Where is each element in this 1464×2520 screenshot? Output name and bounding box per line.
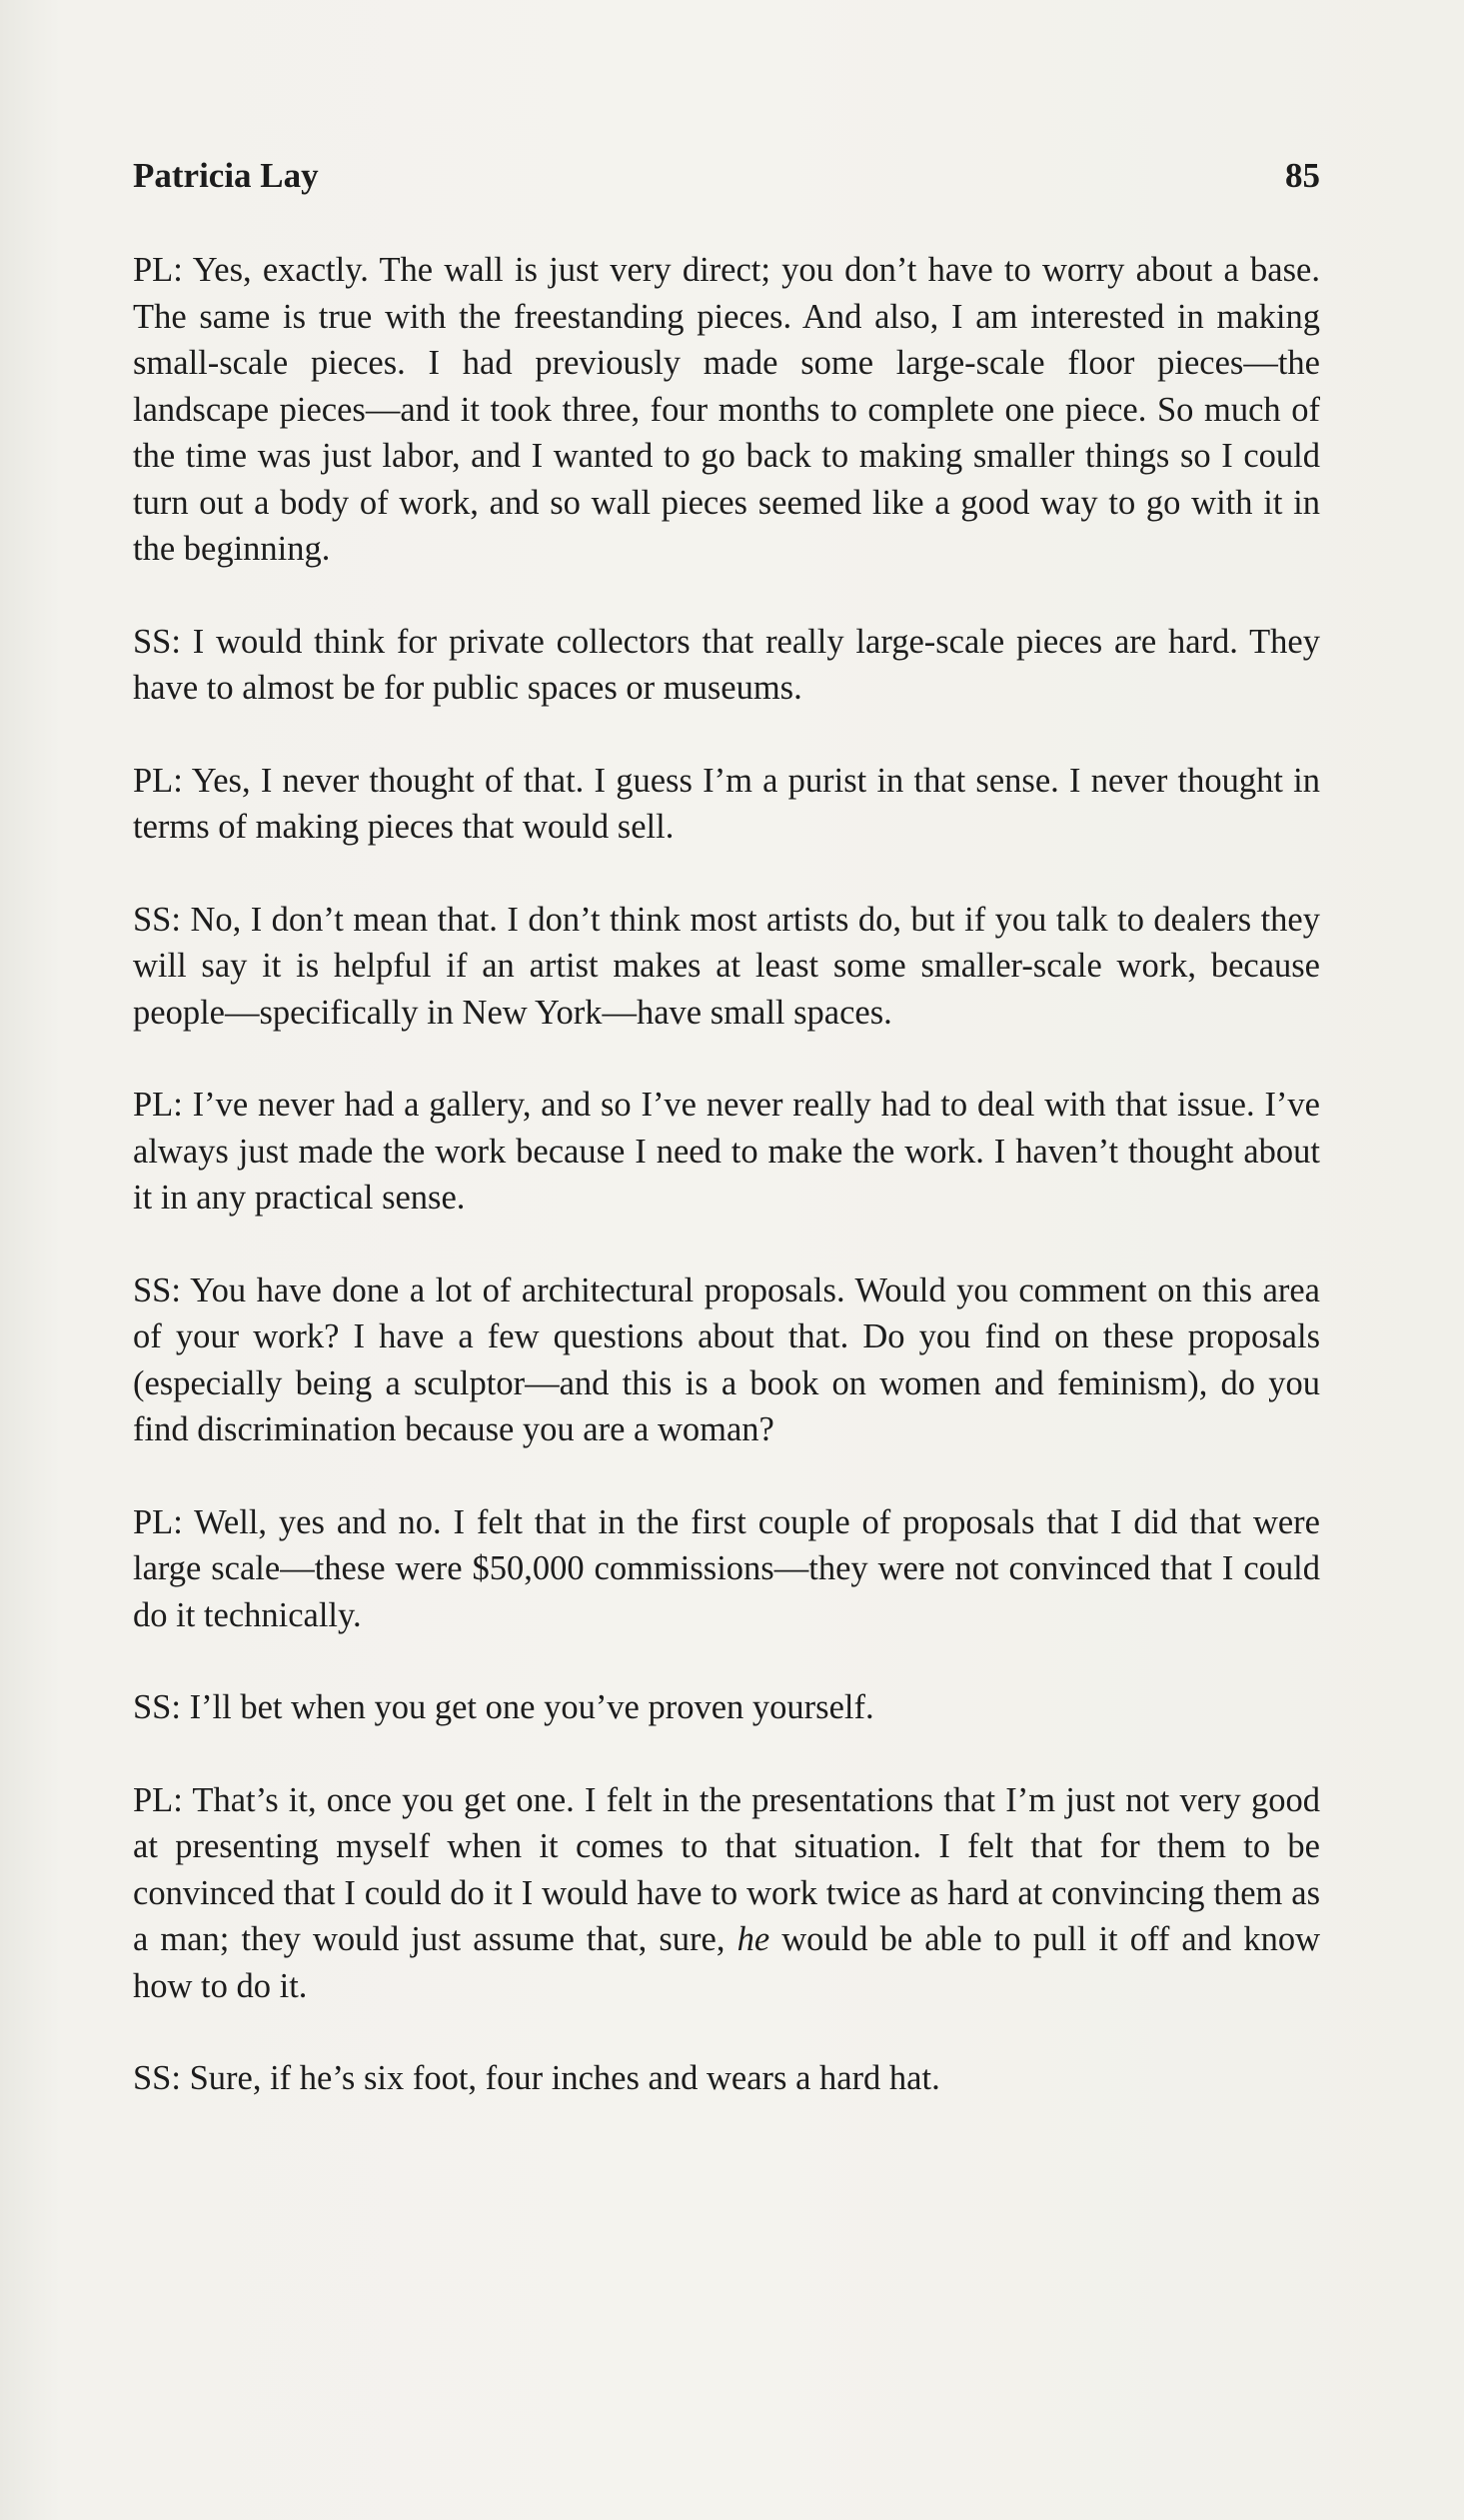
paragraph-ss-dealers: SS: No, I don’t mean that. I don’t think most artists do, but if you talk to dealers they will say it is helpful if an artist makes at least some smaller-scale work, because people—specifically in New York—have small spaces.: [133, 900, 1320, 1032]
paragraph-pl-wall-direct: PL: Yes, exactly. The wall is just very direct; you don’t have to worry about a base. The same is true with the freestanding pieces. And also, I am interested in making small-scale pieces. I had previously made some large-scale floor pieces—the landscape pieces—and it took three, four months to complete one piece. So much of the time was just labor, and I wanted to go back to making smaller things so I could turn out a body of work, and so wall pieces seemed like a good way to go with it in the beginning.: [133, 251, 1320, 568]
page-number: 85: [1285, 156, 1320, 195]
paragraph-ss-proven-yourself: SS: I’ll bet when you get one you’ve proven yourself.: [133, 1688, 874, 1726]
paragraph-text-before: PL: That’s it, once you get one. I felt in the presentations that I’m just not very good at presenting myself when it comes to that situation. I felt that for them to be convinced that I could do it I would have to work twice as hard at convincing them as a man; they would just assume that, sure,: [133, 1780, 1320, 1958]
paragraph-pl-yes-and-no: PL: Well, yes and no. I felt that in the first couple of proposals that I did that were large scale—these were $50,000 commissions—they were not convinced that I could do it technically.: [133, 1502, 1320, 1634]
paragraph-ss-architectural-proposals: SS: You have done a lot of architectural proposals. Would you comment on this area of your work? I have a few questions about that. Do you find on these proposals (especially being a sculptor—and this is a book on women and feminism), do you find discrimination because you are a woman?: [133, 1270, 1320, 1448]
paragraph-pl-presentations: [133, 1777, 1320, 2010]
paragraph-ss-private-collectors: SS: I would think for private collectors that really large-scale pieces are hard. They have to almost be for public spaces or museums.: [133, 622, 1320, 707]
paragraph-ss-hard-hat: SS: Sure, if he’s six foot, four inches and wears a hard hat.: [133, 2059, 940, 2097]
page-header: [133, 152, 1320, 200]
paragraph-pl-purist: PL: Yes, I never thought of that. I guess I’m a purist in that sense. I never thought in terms of making pieces that would sell.: [133, 761, 1320, 846]
running-head: Patricia Lay: [133, 156, 319, 195]
emphasized-word: he: [736, 1920, 770, 1958]
paragraph-pl-no-gallery: PL: I’ve never had a gallery, and so I’ve never really had to deal with that issue. I’ve always just made the work because I need to make the work. I haven’t thought about it in any practical sense.: [133, 1086, 1320, 1217]
interview-text: [133, 247, 1320, 2148]
paragraph-text-after: would be able to pull it off and know how to do it.: [133, 1920, 1320, 2005]
